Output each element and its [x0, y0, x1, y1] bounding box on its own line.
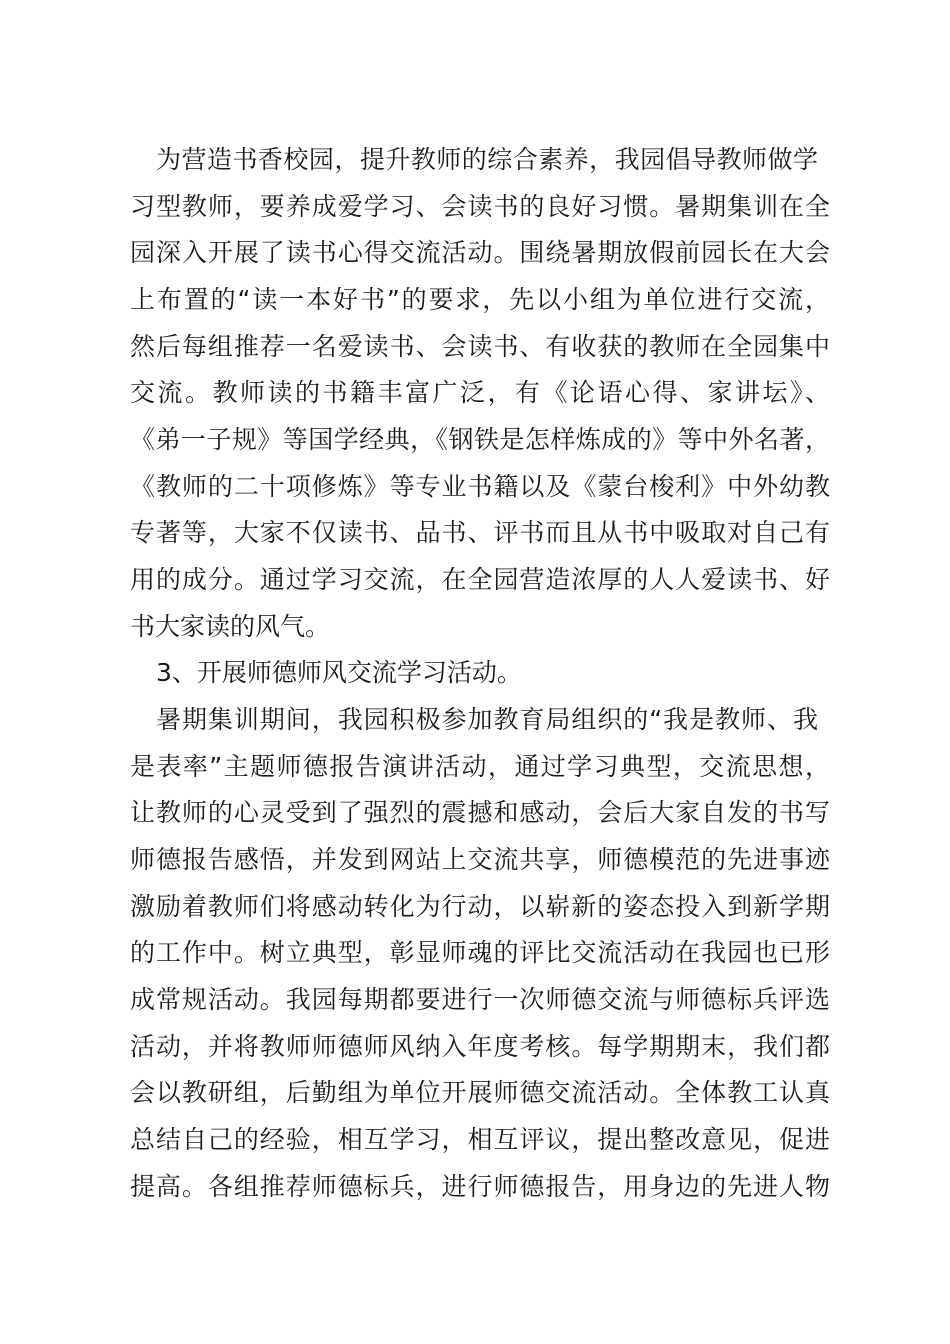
paragraph-2-line-2: 是表率”主题师德报告演讲活动，通过学习典型，交流思想， — [130, 752, 830, 781]
paragraph-1-line-11: 书大家读的风气。 — [130, 612, 331, 641]
paragraph-1-line-3: 园深入开展了读书心得交流活动。围绕暑期放假前园长在大会 — [130, 238, 830, 267]
paragraph-2-line-11: 提高。各组推荐师德标兵，进行师德报告，用身边的先进人物 — [130, 1172, 830, 1201]
section-heading-3: 3、开展师德师风交流学习活动。 — [156, 658, 522, 687]
paragraph-2-line-10: 总结自己的经验，相互学习，相互评议，提出整改意见，促进 — [130, 1125, 830, 1154]
paragraph-2-line-7: 成常规活动。我园每期都要进行一次师德交流与师德标兵评选 — [130, 985, 830, 1014]
paragraph-1-line-1: 为营造书香校园，提升教师的综合素养，我园倡导教师做学 — [156, 145, 818, 174]
paragraph-2-line-4: 师德报告感悟，并发到网站上交流共享，师德模范的先进事迹 — [130, 845, 830, 874]
paragraph-2-line-1: 暑期集训期间，我园积极参加教育局组织的“我是教师、我 — [156, 705, 818, 734]
paragraph-2-line-9: 会以教研组，后勤组为单位开展师德交流活动。全体教工认真 — [130, 1078, 830, 1107]
paragraph-1-line-10: 用的成分。通过学习交流，在全园营造浓厚的人人爱读书、好 — [130, 565, 830, 594]
paragraph-1-line-7: 《弟一子规》等国学经典，《钢铁是怎样炼成的》等中外名著， — [130, 425, 830, 454]
paragraph-2-line-5: 激励着教师们将感动转化为行动，以崭新的姿态投入到新学期 — [130, 892, 830, 921]
paragraph-2-line-6: 的工作中。树立典型，彰显师魂的评比交流活动在我园也已形 — [130, 938, 830, 967]
paragraph-1-line-8: 《教师的二十项修炼》等专业书籍以及《蒙台梭利》中外幼教 — [130, 472, 830, 501]
paragraph-1-line-2: 习型教师，要养成爱学习、会读书的良好习惯。暑期集训在全 — [130, 192, 830, 221]
paragraph-1-line-4: 上布置的“读一本好书”的要求，先以小组为单位进行交流， — [130, 285, 830, 314]
paragraph-1-line-5: 然后每组推荐一名爱读书、会读书、有收获的教师在全园集中 — [130, 332, 830, 361]
paragraph-2-line-3: 让教师的心灵受到了强烈的震撼和感动，会后大家自发的书写 — [130, 798, 830, 827]
paragraph-1-line-6: 交流。教师读的书籍丰富广泛，有《论语心得、家讲坛》、 — [130, 378, 830, 407]
paragraph-2-line-8: 活动，并将教师师德师风纳入年度考核。每学期期末，我们都 — [130, 1032, 830, 1061]
paragraph-1-line-9: 专著等，大家不仅读书、品书、评书而且从书中吸取对自己有 — [130, 518, 830, 547]
